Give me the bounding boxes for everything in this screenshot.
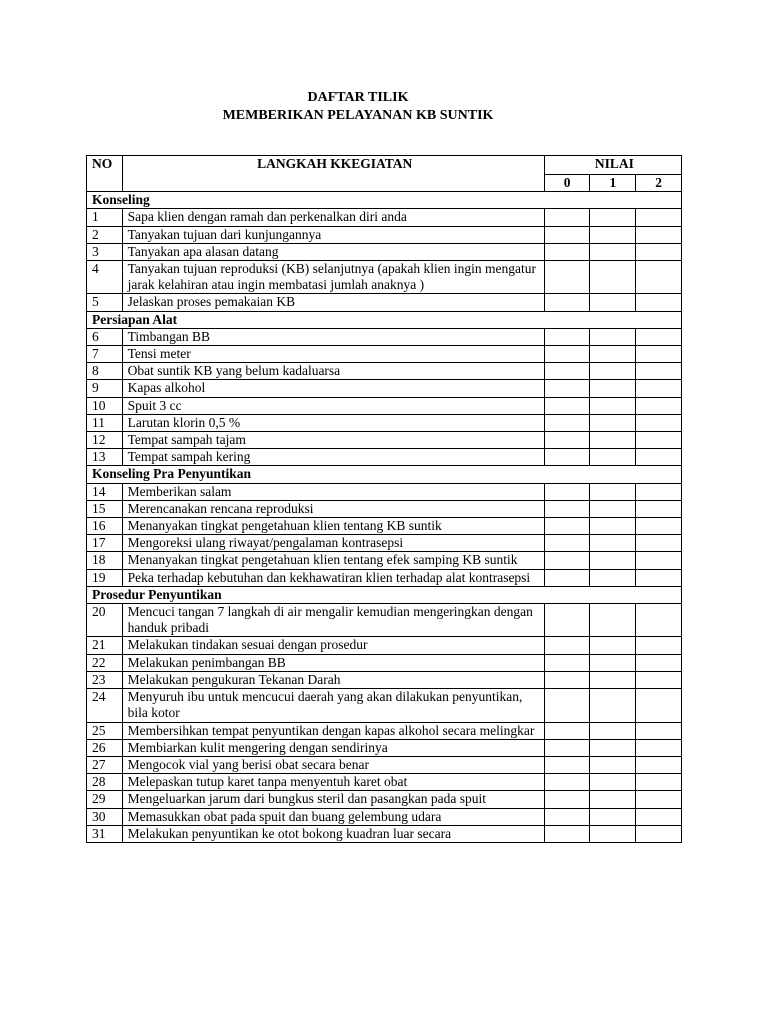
score-cell-2[interactable]: [636, 261, 682, 294]
document-title: DAFTAR TILIK: [307, 90, 409, 105]
score-cell-1[interactable]: [590, 689, 636, 722]
score-cell-1[interactable]: [590, 294, 636, 311]
score-cell-2[interactable]: [636, 535, 682, 552]
score-cell-2[interactable]: [636, 791, 682, 808]
table-row: [87, 243, 682, 260]
step-description: Melakukan tindakan sesuai dengan prosedur: [122, 637, 544, 654]
step-description: Melakukan penyuntikan ke otot bokong kuadran luar secara: [122, 825, 544, 842]
step-description: Jelaskan proses pemakaian KB: [122, 294, 544, 311]
table-row: [87, 209, 682, 226]
section-title: Prosedur Penyuntikan: [87, 586, 682, 603]
step-description: Mengoreksi ulang riwayat/pengalaman kontrasepsi: [122, 535, 544, 552]
score-cell-1[interactable]: [590, 569, 636, 586]
row-number: 7: [87, 346, 123, 363]
score-cell-2[interactable]: [636, 689, 682, 722]
score-cell-1[interactable]: [590, 518, 636, 535]
step-description: Sapa klien dengan ramah dan perkenalkan diri anda: [122, 209, 544, 226]
step-description: Membersihkan tempat penyuntikan dengan kapas alkohol secara melingkar: [122, 722, 544, 739]
table-row: [87, 791, 682, 808]
row-number: 18: [87, 552, 123, 569]
table-row: [87, 756, 682, 773]
score-cell-0[interactable]: [544, 363, 590, 380]
score-cell-0[interactable]: [544, 808, 590, 825]
table-row: [87, 722, 682, 739]
score-cell-0[interactable]: [544, 380, 590, 397]
step-description: Tempat sampah tajam: [122, 432, 544, 449]
score-cell-2[interactable]: [636, 294, 682, 311]
score-cell-2[interactable]: [636, 209, 682, 226]
score-cell-1[interactable]: [590, 552, 636, 569]
score-col-0: 0: [544, 175, 590, 192]
row-number: 17: [87, 535, 123, 552]
score-cell-2[interactable]: [636, 328, 682, 345]
score-cell-1[interactable]: [590, 604, 636, 637]
header-score: NILAI: [544, 156, 681, 175]
section-row: [87, 192, 682, 209]
step-description: Mengocok vial yang berisi obat secara benar: [122, 756, 544, 773]
score-cell-0[interactable]: [544, 346, 590, 363]
table-row: [87, 518, 682, 535]
score-cell-2[interactable]: [636, 449, 682, 466]
score-cell-2[interactable]: [636, 722, 682, 739]
section-title: Konseling Pra Penyuntikan: [87, 466, 682, 483]
row-number: 12: [87, 432, 123, 449]
table-row: [87, 569, 682, 586]
score-cell-2[interactable]: [636, 825, 682, 842]
score-cell-0[interactable]: [544, 328, 590, 345]
score-cell-0[interactable]: [544, 432, 590, 449]
table-row: [87, 604, 682, 637]
row-number: 25: [87, 722, 123, 739]
row-number: 14: [87, 483, 123, 500]
table-row: [87, 346, 682, 363]
table-row: [87, 261, 682, 294]
score-cell-2[interactable]: [636, 739, 682, 756]
score-cell-2[interactable]: [636, 808, 682, 825]
step-description: Tanyakan tujuan reproduksi (KB) selanjutnya (apakah klien ingin mengatur jarak kelahiran atau ingin membatasi jumlah anaknya ): [122, 261, 544, 294]
score-cell-2[interactable]: [636, 346, 682, 363]
score-cell-1[interactable]: [590, 739, 636, 756]
row-number: 2: [87, 226, 123, 243]
score-cell-1[interactable]: [590, 414, 636, 431]
score-cell-2[interactable]: [636, 380, 682, 397]
score-cell-1[interactable]: [590, 397, 636, 414]
score-cell-1[interactable]: [590, 671, 636, 688]
score-cell-1[interactable]: [590, 243, 636, 260]
checklist-body: [87, 156, 682, 843]
score-cell-1[interactable]: [590, 774, 636, 791]
score-cell-1[interactable]: [590, 722, 636, 739]
step-description: Menanyakan tingkat pengetahuan klien tentang efek samping KB suntik: [122, 552, 544, 569]
table-row: [87, 363, 682, 380]
step-description: Melepaskan tutup karet tanpa menyentuh karet obat: [122, 774, 544, 791]
table-row: [87, 552, 682, 569]
row-number: 15: [87, 500, 123, 517]
score-cell-1[interactable]: [590, 432, 636, 449]
score-cell-2[interactable]: [636, 671, 682, 688]
score-cell-1[interactable]: [590, 226, 636, 243]
row-number: 23: [87, 671, 123, 688]
score-cell-2[interactable]: [636, 397, 682, 414]
score-cell-0[interactable]: [544, 535, 590, 552]
row-number: 27: [87, 756, 123, 773]
step-description: Mengeluarkan jarum dari bungkus steril dan pasangkan pada spuit: [122, 791, 544, 808]
table-row: [87, 654, 682, 671]
table-row: [87, 328, 682, 345]
step-description: Tempat sampah kering: [122, 449, 544, 466]
step-description: Merencanakan rencana reproduksi: [122, 500, 544, 517]
score-cell-0[interactable]: [544, 552, 590, 569]
table-row: [87, 808, 682, 825]
row-number: 20: [87, 604, 123, 637]
row-number: 11: [87, 414, 123, 431]
header-row: [87, 156, 682, 175]
score-cell-0[interactable]: [544, 294, 590, 311]
score-cell-1[interactable]: [590, 209, 636, 226]
score-cell-2[interactable]: [636, 483, 682, 500]
row-number: 26: [87, 739, 123, 756]
step-description: Tensi meter: [122, 346, 544, 363]
row-number: 6: [87, 328, 123, 345]
score-cell-1[interactable]: [590, 449, 636, 466]
score-col-2: 2: [636, 175, 682, 192]
score-cell-1[interactable]: [590, 654, 636, 671]
row-number: 13: [87, 449, 123, 466]
step-description: Tanyakan tujuan dari kunjungannya: [122, 226, 544, 243]
score-cell-0[interactable]: [544, 500, 590, 517]
score-cell-2[interactable]: [636, 604, 682, 637]
table-row: [87, 226, 682, 243]
step-description: Tanyakan apa alasan datang: [122, 243, 544, 260]
score-cell-1[interactable]: [590, 825, 636, 842]
score-cell-0[interactable]: [544, 449, 590, 466]
row-number: 10: [87, 397, 123, 414]
table-row: [87, 483, 682, 500]
table-row: [87, 414, 682, 431]
step-description: Mencuci tangan 7 langkah di air mengalir kemudian mengeringkan dengan handuk pribadi: [122, 604, 544, 637]
step-description: Membiarkan kulit mengering dengan sendirinya: [122, 739, 544, 756]
table-row: [87, 774, 682, 791]
score-cell-1[interactable]: [590, 791, 636, 808]
step-description: Melakukan pengukuran Tekanan Darah: [122, 671, 544, 688]
step-description: Melakukan penimbangan BB: [122, 654, 544, 671]
header-step: LANGKAH KKEGIATAN: [122, 156, 544, 192]
row-number: 9: [87, 380, 123, 397]
table-row: [87, 689, 682, 722]
table-row: [87, 432, 682, 449]
score-cell-2[interactable]: [636, 552, 682, 569]
row-number: 4: [87, 261, 123, 294]
score-cell-0[interactable]: [544, 791, 590, 808]
score-cell-2[interactable]: [636, 243, 682, 260]
row-number: 1: [87, 209, 123, 226]
score-cell-0[interactable]: [544, 397, 590, 414]
step-description: Menanyakan tingkat pengetahuan klien tentang KB suntik: [122, 518, 544, 535]
table-row: [87, 294, 682, 311]
score-cell-0[interactable]: [544, 825, 590, 842]
score-cell-0[interactable]: [544, 739, 590, 756]
score-cell-0[interactable]: [544, 569, 590, 586]
score-cell-0[interactable]: [544, 483, 590, 500]
checklist-table: [86, 155, 682, 843]
score-cell-2[interactable]: [636, 500, 682, 517]
score-cell-0[interactable]: [544, 671, 590, 688]
score-cell-0[interactable]: [544, 689, 590, 722]
row-number: 19: [87, 569, 123, 586]
row-number: 8: [87, 363, 123, 380]
table-row: [87, 500, 682, 517]
step-description: Larutan klorin 0,5 %: [122, 414, 544, 431]
score-cell-2[interactable]: [636, 637, 682, 654]
row-number: 28: [87, 774, 123, 791]
row-number: 5: [87, 294, 123, 311]
score-cell-1[interactable]: [590, 535, 636, 552]
section-row: [87, 466, 682, 483]
step-description: Peka terhadap kebutuhan dan kekhawatiran klien terhadap alat kontrasepsi: [122, 569, 544, 586]
row-number: 29: [87, 791, 123, 808]
row-number: 22: [87, 654, 123, 671]
score-cell-0[interactable]: [544, 722, 590, 739]
score-cell-1[interactable]: [590, 500, 636, 517]
score-col-1: 1: [590, 175, 636, 192]
table-row: [87, 449, 682, 466]
score-cell-0[interactable]: [544, 226, 590, 243]
score-cell-1[interactable]: [590, 637, 636, 654]
score-cell-1[interactable]: [590, 483, 636, 500]
score-cell-2[interactable]: [636, 654, 682, 671]
score-cell-2[interactable]: [636, 226, 682, 243]
step-description: Memberikan salam: [122, 483, 544, 500]
step-description: Menyuruh ibu untuk mencucui daerah yang akan dilakukan penyuntikan, bila kotor: [122, 689, 544, 722]
section-title: Persiapan Alat: [87, 311, 682, 328]
step-description: Timbangan BB: [122, 328, 544, 345]
score-cell-0[interactable]: [544, 774, 590, 791]
score-cell-0[interactable]: [544, 756, 590, 773]
score-cell-2[interactable]: [636, 756, 682, 773]
score-cell-1[interactable]: [590, 261, 636, 294]
score-cell-2[interactable]: [636, 774, 682, 791]
score-cell-2[interactable]: [636, 518, 682, 535]
score-cell-1[interactable]: [590, 808, 636, 825]
section-row: [87, 586, 682, 603]
score-cell-1[interactable]: [590, 363, 636, 380]
row-number: 24: [87, 689, 123, 722]
table-row: [87, 397, 682, 414]
row-number: 31: [87, 825, 123, 842]
row-number: 16: [87, 518, 123, 535]
score-cell-0[interactable]: [544, 414, 590, 431]
row-number: 30: [87, 808, 123, 825]
score-cell-1[interactable]: [590, 756, 636, 773]
section-row: [87, 311, 682, 328]
score-cell-0[interactable]: [544, 637, 590, 654]
table-row: [87, 637, 682, 654]
score-cell-0[interactable]: [544, 604, 590, 637]
row-number: 3: [87, 243, 123, 260]
score-cell-1[interactable]: [590, 380, 636, 397]
score-cell-0[interactable]: [544, 209, 590, 226]
score-cell-1[interactable]: [590, 328, 636, 345]
table-row: [87, 380, 682, 397]
document-subtitle: MEMBERIKAN PELAYANAN KB SUNTIK: [222, 108, 494, 123]
step-description: Memasukkan obat pada spuit dan buang gelembung udara: [122, 808, 544, 825]
row-number: 21: [87, 637, 123, 654]
score-cell-0[interactable]: [544, 518, 590, 535]
step-description: Kapas alkohol: [122, 380, 544, 397]
header-no: NO: [87, 156, 123, 192]
table-row: [87, 825, 682, 842]
score-cell-2[interactable]: [636, 414, 682, 431]
score-cell-2[interactable]: [636, 569, 682, 586]
table-row: [87, 739, 682, 756]
table-row: [87, 671, 682, 688]
score-cell-0[interactable]: [544, 654, 590, 671]
score-cell-0[interactable]: [544, 261, 590, 294]
score-cell-2[interactable]: [636, 363, 682, 380]
score-cell-2[interactable]: [636, 432, 682, 449]
table-row: [87, 535, 682, 552]
score-cell-0[interactable]: [544, 243, 590, 260]
score-cell-1[interactable]: [590, 346, 636, 363]
step-description: Spuit 3 cc: [122, 397, 544, 414]
section-title: Konseling: [87, 192, 682, 209]
step-description: Obat suntik KB yang belum kadaluarsa: [122, 363, 544, 380]
